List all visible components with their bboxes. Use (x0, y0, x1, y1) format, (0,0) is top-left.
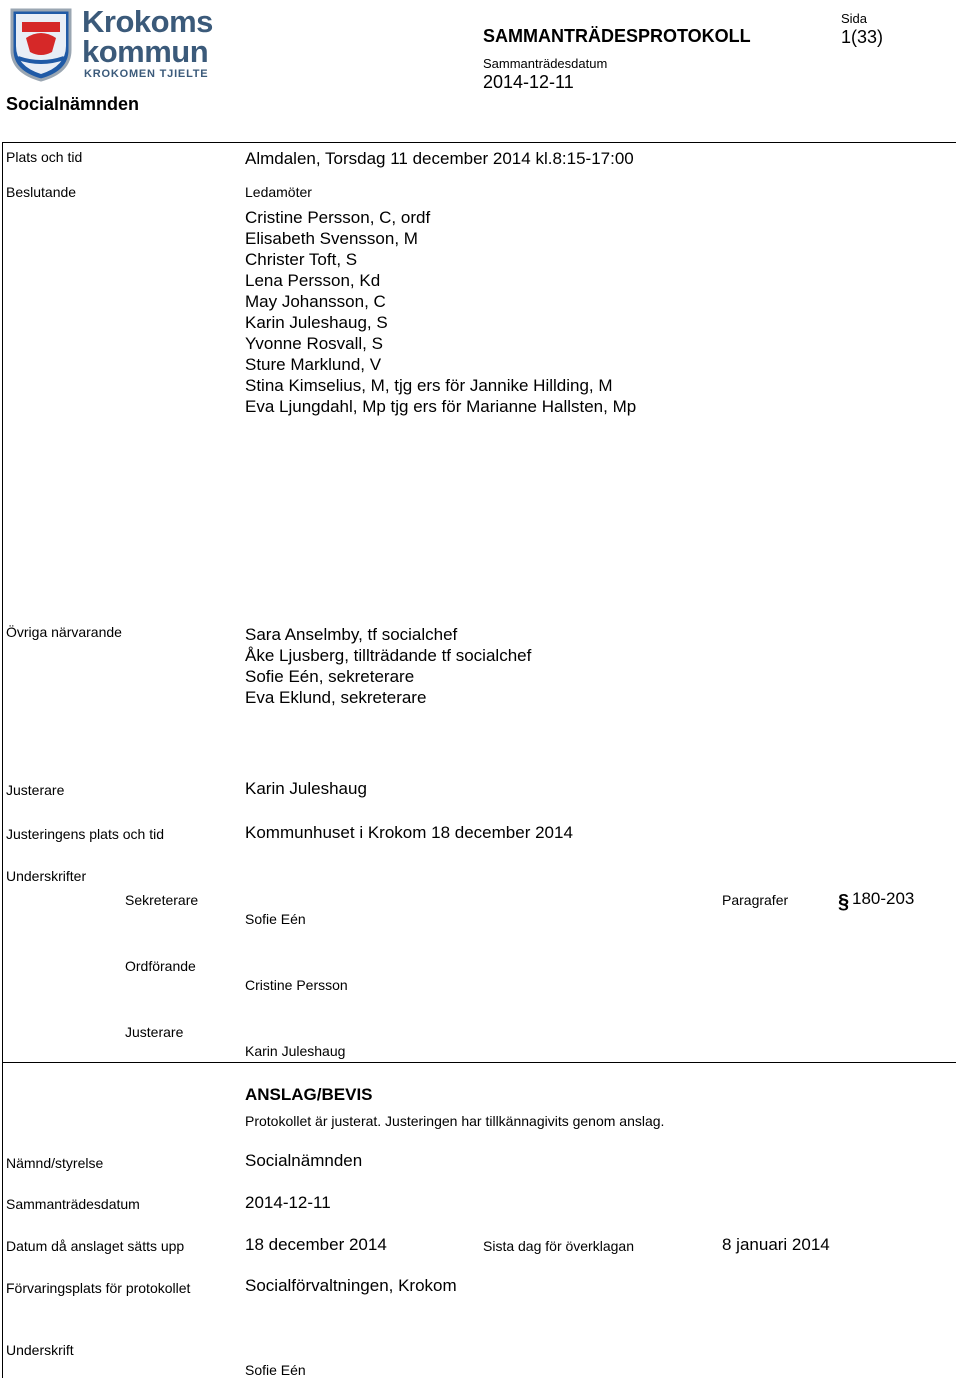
meeting-date-label: Sammanträdesdatum (483, 56, 608, 71)
paragraphs-value: 180-203 (852, 889, 915, 908)
secretary-label: Sekreterare (125, 892, 199, 908)
member-list (245, 207, 636, 417)
meeting-date: 2014-12-11 (483, 72, 574, 92)
left-border (2, 142, 3, 1378)
storage-label: Förvaringsplats för protokollet (6, 1280, 191, 1296)
member-item: Eva Ljungdahl, Mp tjg ers för Marianne Hallsten, Mp (245, 397, 637, 416)
signature-divider (2, 1062, 956, 1063)
member-item: May Johansson, C (245, 292, 386, 311)
board-value: Socialnämnden (245, 1151, 363, 1170)
member-item: Yvonne Rosvall, S (245, 334, 383, 353)
other-attendee: Åke Ljusberg, tillträdande tf socialchef (245, 646, 532, 665)
others-list (245, 624, 531, 708)
notice-title: ANSLAG/BEVIS (245, 1085, 373, 1104)
header-divider (2, 142, 956, 143)
member-item: Sture Marklund, V (245, 355, 382, 374)
storage-value: Socialförvaltningen, Krokom (245, 1276, 457, 1295)
member-item: Elisabeth Svensson, M (245, 229, 418, 248)
adjust-place-label: Justeringens plats och tid (6, 826, 164, 842)
place-label: Plats och tid (6, 149, 83, 165)
member-item: Stina Kimselius, M, tjg ers för Jannike Hillding, M (245, 376, 613, 395)
notice-date-label: Sammanträdesdatum (6, 1196, 140, 1212)
logo-name: Krokoms (82, 4, 213, 39)
members-heading: Ledamöter (245, 184, 312, 200)
page-number: 1(33) (841, 27, 884, 47)
member-item: Lena Persson, Kd (245, 271, 381, 290)
place-value: Almdalen, Torsdag 11 december 2014 kl.8:15-17:00 (245, 149, 634, 168)
signature-adjuster-label: Justerare (125, 1024, 184, 1040)
posted-value: 18 december 2014 (245, 1235, 387, 1254)
last-day-value: 8 januari 2014 (722, 1235, 830, 1254)
others-label: Övriga närvarande (6, 624, 122, 640)
document-type: SAMMANTRÄDESPROTOKOLL (483, 26, 751, 46)
notice-text: Protokollet är justerat. Justeringen har tillkännagivits genom anslag. (245, 1113, 665, 1129)
logo-subtitle: KROKOMEN TJIELTE (84, 68, 209, 80)
posted-label: Datum då anslaget sätts upp (6, 1238, 185, 1254)
board-label: Nämnd/styrelse (6, 1155, 104, 1171)
logo-name-2: kommun (82, 34, 209, 69)
deciding-label: Beslutande (6, 184, 77, 200)
coat-of-arms-icon (8, 6, 74, 82)
secretary-name: Sofie Eén (245, 911, 306, 927)
member-item: Karin Juleshaug, S (245, 313, 388, 332)
adjust-place-value: Kommunhuset i Krokom 18 december 2014 (245, 823, 573, 842)
last-day-label: Sista dag för överklagan (483, 1238, 634, 1254)
adjuster-label: Justerare (6, 782, 65, 798)
signature-label: Underskrift (6, 1342, 74, 1358)
committee-name: Socialnämnden (6, 94, 140, 114)
signatures-label: Underskrifter (6, 868, 87, 884)
paragraphs-label: Paragrafer (722, 892, 789, 908)
other-attendee: Sara Anselmby, tf socialchef (245, 625, 458, 644)
notice-date-value: 2014-12-11 (245, 1193, 331, 1212)
chair-name: Cristine Persson (245, 977, 348, 993)
adjuster-value: Karin Juleshaug (245, 779, 367, 798)
other-attendee: Sofie Eén, sekreterare (245, 667, 415, 686)
page-label: Sida (841, 11, 868, 26)
other-attendee: Eva Eklund, sekreterare (245, 688, 427, 707)
signature-adjuster-name: Karin Juleshaug (245, 1043, 346, 1059)
chair-label: Ordförande (125, 958, 196, 974)
member-item: Cristine Persson, C, ordf (245, 208, 431, 227)
municipality-logo (8, 4, 213, 82)
member-item: Christer Toft, S (245, 250, 358, 269)
signature-name: Sofie Eén (245, 1362, 306, 1378)
paragraphs-sign: § (838, 891, 850, 913)
